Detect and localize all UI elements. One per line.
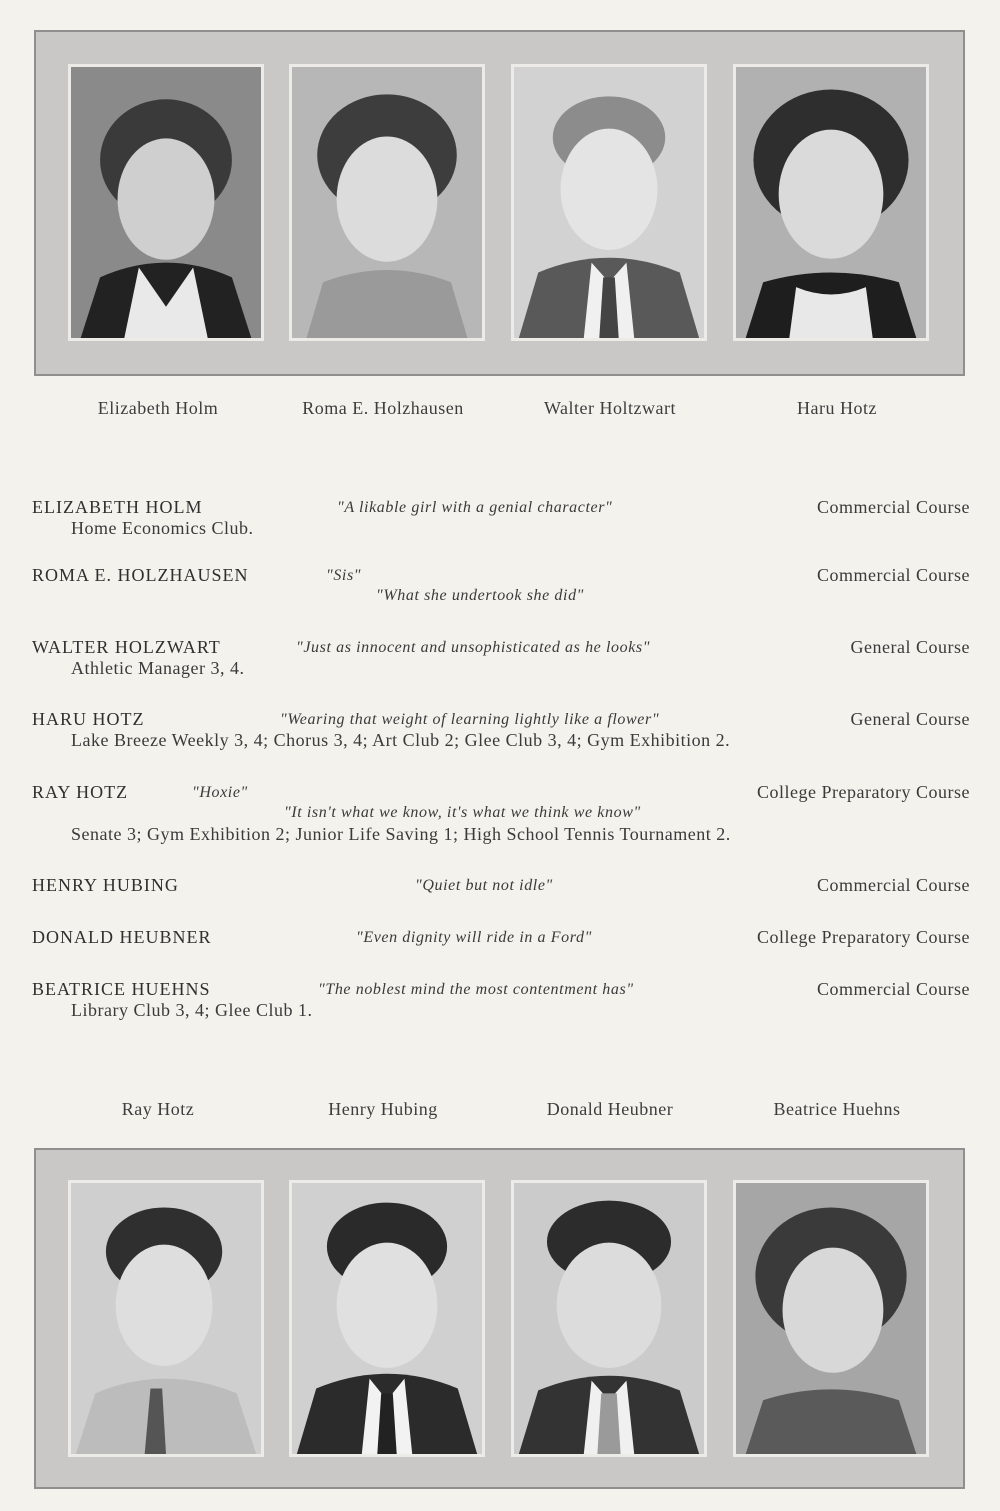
student-course: General Course — [850, 709, 970, 729]
student-quote: "It isn't what we know, it's what we think we know" — [284, 804, 641, 821]
student-name: BEATRICE HUEHNS — [32, 979, 211, 999]
student-activities: Library Club 3, 4; Glee Club 1. — [71, 1000, 313, 1020]
portrait-photo — [511, 64, 707, 341]
student-name: HENRY HUBING — [32, 875, 179, 895]
student-quote: "Wearing that weight of learning lightly like a flower" — [280, 711, 660, 728]
bottom-photo-panel — [34, 1148, 965, 1489]
student-course: Commercial Course — [817, 565, 970, 585]
student-quote: "Even dignity will ride in a Ford" — [356, 929, 592, 946]
portrait-caption: Roma E. Holzhausen — [302, 398, 464, 418]
portrait-photo — [289, 64, 485, 341]
student-quote: "Just as innocent and unsophisticated as he looks" — [296, 639, 651, 656]
student-activities: Lake Breeze Weekly 3, 4; Chorus 3, 4; Art Club 2; Glee Club 3, 4; Gym Exhibition 2. — [71, 730, 731, 750]
student-course: Commercial Course — [817, 497, 970, 517]
student-course: Commercial Course — [817, 979, 970, 999]
student-name: RAY HOTZ — [32, 782, 129, 802]
portrait-caption: Elizabeth Holm — [97, 398, 219, 418]
portrait-caption: Walter Holtzwart — [544, 398, 676, 418]
student-nickname: "Hoxie" — [192, 784, 248, 801]
student-quote: "The noblest mind the most contentment has" — [318, 981, 634, 998]
student-name: WALTER HOLZWART — [32, 637, 221, 657]
portrait-caption: Henry Hubing — [328, 1099, 438, 1119]
portrait-photo — [511, 1180, 707, 1457]
student-name: ROMA E. HOLZHAUSEN — [32, 565, 249, 585]
student-name: DONALD HEUBNER — [32, 927, 212, 947]
student-activities: Home Economics Club. — [71, 518, 254, 538]
top-photo-panel — [34, 30, 965, 376]
portrait-caption: Donald Heubner — [546, 1099, 674, 1119]
portrait-caption: Ray Hotz — [121, 1099, 195, 1119]
student-name: ELIZABETH HOLM — [32, 497, 203, 517]
portrait-photo — [68, 1180, 264, 1457]
student-nickname: "Sis" — [326, 567, 362, 584]
student-name: HARU HOTZ — [32, 709, 145, 729]
student-quote: "What she undertook she did" — [376, 587, 584, 604]
student-quote: "Quiet but not idle" — [415, 877, 553, 894]
portrait-caption: Haru Hotz — [797, 398, 877, 418]
portrait-photo — [68, 64, 264, 341]
student-quote: "A likable girl with a genial character" — [337, 499, 613, 516]
student-course: College Preparatory Course — [757, 782, 970, 802]
portrait-photo — [733, 1180, 929, 1457]
portrait-photo — [733, 64, 929, 341]
student-course: General Course — [850, 637, 970, 657]
portrait-photo — [289, 1180, 485, 1457]
student-course: Commercial Course — [817, 875, 970, 895]
portrait-caption: Beatrice Huehns — [773, 1099, 901, 1119]
student-course: College Preparatory Course — [757, 927, 970, 947]
student-activities: Athletic Manager 3, 4. — [71, 658, 245, 678]
student-activities: Senate 3; Gym Exhibition 2; Junior Life Saving 1; High School Tennis Tournament 2. — [71, 824, 731, 844]
